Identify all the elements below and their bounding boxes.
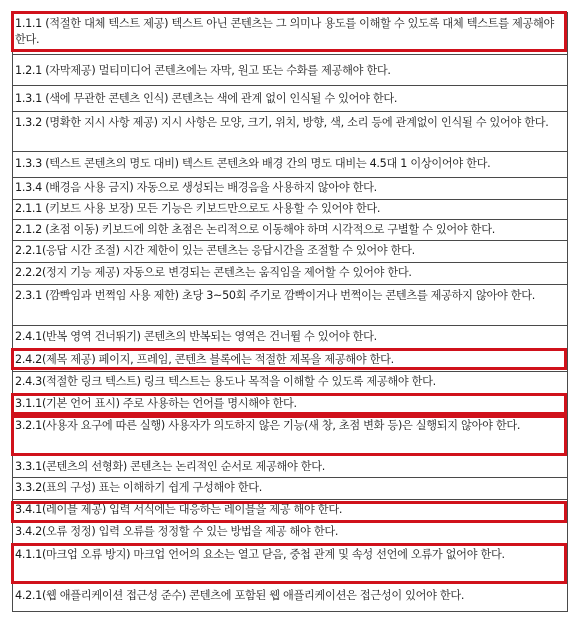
table-row: 3.3.1(콘텐츠의 선형화) 콘텐츠는 논리적인 순서로 제공해야 한다. (15, 460, 326, 473)
table-row: 3.2.1(사용자 요구에 따른 실행) 사용자가 의도하지 않은 기능(새 창, 초점 변화 등)은 실행되지 않아야 한다. (15, 419, 521, 432)
row-divider (12, 177, 568, 178)
table-row: 3.4.2(오류 정정) 입력 오류를 정정할 수 있는 방법을 제공 해야 한다. (15, 525, 339, 538)
highlight-box (11, 348, 567, 370)
row-divider (12, 371, 568, 372)
row-divider (12, 111, 568, 112)
table-row: 1.3.3 (텍스트 콘텐츠의 명도 대비) 텍스트 콘텐츠와 배경 간의 명도 대비는 4.5대 1 이상이어야 한다. (15, 157, 491, 170)
table-row: 3.4.1(레이블 제공) 입력 서식에는 대응하는 레이블을 제공 해야 한다. (15, 503, 343, 516)
row-divider (12, 240, 568, 241)
table-row: 1.3.4 (배경음 사용 금지) 자동으로 생성되는 배경음을 사용하지 않아야 한다. (15, 181, 377, 194)
row-divider (12, 611, 568, 612)
row-divider (12, 199, 568, 200)
table-row: 3.3.2(표의 구성) 표는 이해하기 쉽게 구성해야 한다. (15, 481, 263, 494)
table-row: 1.1.1 (적절한 대체 텍스트 제공) 텍스트 아닌 콘텐츠는 그 의미나 용도를 이해할 수 있도록 대체 텍스트를 제공해야 한다. (15, 17, 555, 46)
row-divider (12, 54, 568, 55)
table-row: 3.1.1(기본 언어 표시) 주로 사용하는 언어를 명시해야 한다. (15, 397, 297, 410)
table-row: 2.2.1(응답 시간 조절) 시간 제한이 있는 콘텐츠는 응답시간을 조절할 수 있어야 한다. (15, 244, 415, 257)
table-row: 2.1.2 (초점 이동) 키보드에 의한 초점은 논리적으로 이동해야 하며 시각적으로 구별할 수 있어야 한다. (15, 223, 495, 236)
table-row: 4.1.1(마크업 오류 방지) 마크업 언어의 요소는 열고 닫음, 중첩 관계 및 속성 선언에 오류가 없어야 한다. (15, 548, 505, 561)
row-divider (12, 219, 568, 220)
table-row: 2.4.3(적절한 링크 텍스트) 링크 텍스트는 용도나 목적을 이해할 수 있도록 제공해야 한다. (15, 375, 436, 388)
table-row: 2.3.1 (깜빡임과 번쩍임 사용 제한) 초당 3~50회 주기로 깜빡이거나 번쩍이는 콘텐츠를 제공하지 않아야 한다. (15, 289, 535, 302)
highlight-box (11, 393, 567, 415)
highlight-box (11, 415, 567, 456)
table-row: 2.1.1 (키보드 사용 보장) 모든 기능은 키보드만으로도 사용할 수 있어야 한다. (15, 202, 381, 215)
row-divider (12, 477, 568, 478)
table-row: 4.2.1(웹 애플리케이션 접근성 준수) 콘텐츠에 포함된 웹 애플리케이션은 접근성이 있어야 한다. (15, 589, 465, 602)
table-row: 2.4.2(제목 제공) 페이지, 프레임, 콘텐츠 블록에는 적절한 제목을 제공해야 한다. (15, 353, 394, 366)
row-divider (12, 151, 568, 152)
row-divider (12, 499, 568, 500)
highlight-box (11, 11, 567, 52)
highlight-box (11, 543, 567, 584)
table-row: 1.3.2 (명확한 지시 사항 제공) 지시 사항은 모양, 크기, 위치, 방향, 색, 소리 등에 관계없이 인식될 수 있어야 한다. (15, 116, 549, 129)
row-divider (12, 85, 568, 86)
row-divider (12, 325, 568, 326)
table-row: 1.2.1 (자막제공) 멀티미디어 콘텐츠에는 자막, 원고 또는 수화를 제공해야 한다. (15, 64, 391, 77)
row-divider (12, 262, 568, 263)
table-row: 1.3.1 (색에 무관한 콘텐츠 인식) 콘텐츠는 색에 관계 없이 인식될 수 있어야 한다. (15, 92, 398, 105)
table-row: 2.2.2(정지 기능 제공) 자동으로 변경되는 콘텐츠는 움직임을 제어할 수 있어야 한다. (15, 266, 412, 279)
row-divider (12, 284, 568, 285)
table-row: 2.4.1(반복 영역 건너뛰기) 콘텐츠의 반복되는 영역은 건너뛸 수 있어야 한다. (15, 330, 377, 343)
highlight-box (11, 501, 567, 523)
table-right-border (567, 12, 568, 612)
